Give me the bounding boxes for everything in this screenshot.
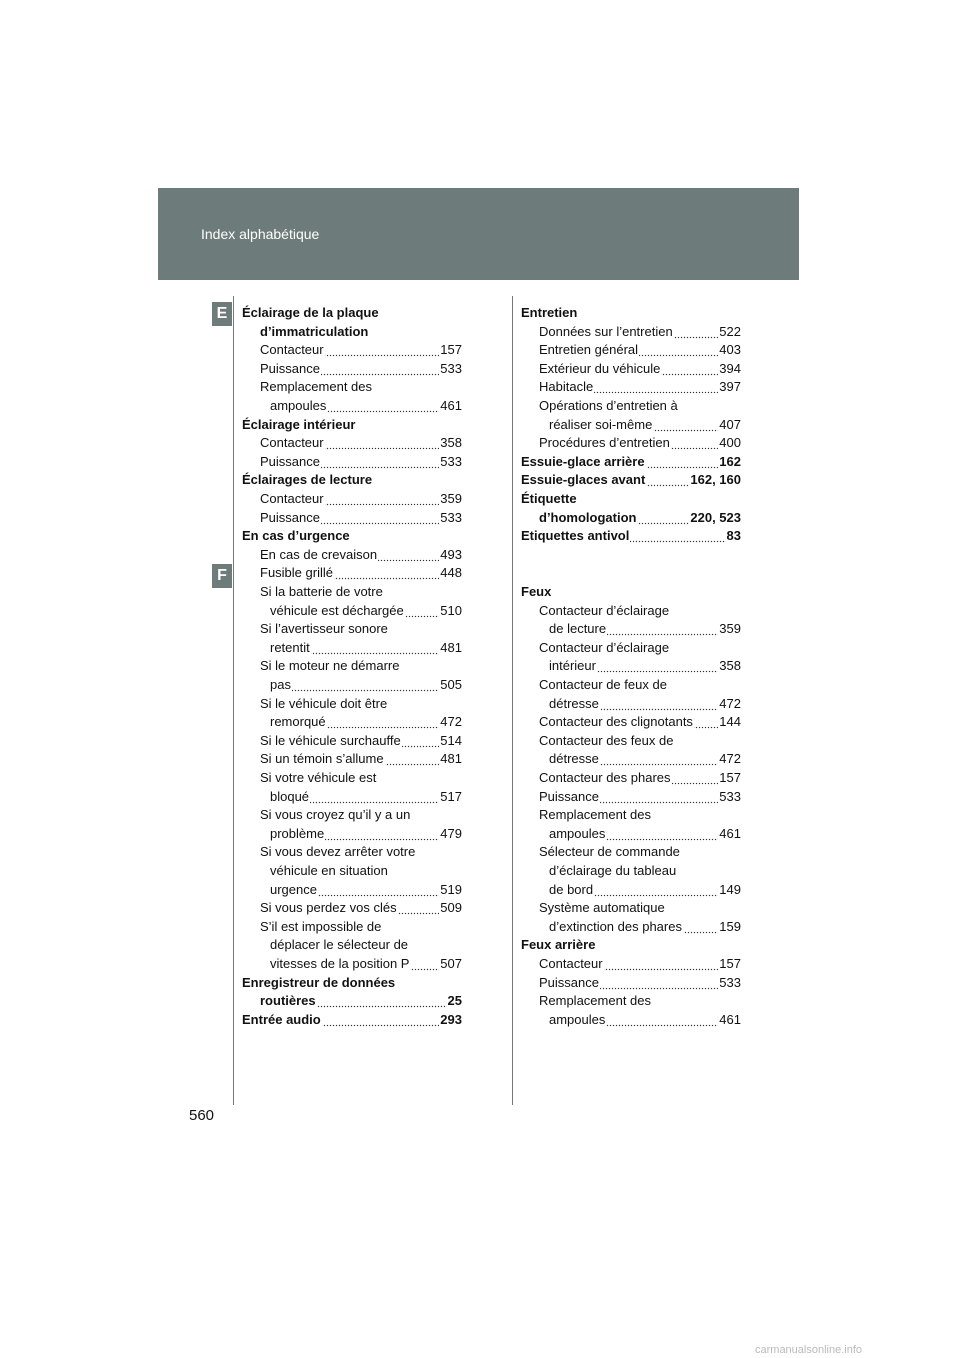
index-entry-text: Extérieur du véhicule — [539, 360, 661, 376]
index-entry — [270, 825, 462, 843]
index-entry — [539, 974, 741, 992]
index-entry-text: Si votre véhicule est — [260, 770, 377, 785]
index-entry-text: ampoules — [549, 825, 606, 841]
header-title: Index alphabétique — [201, 226, 320, 242]
index-entry-page: 472 — [440, 714, 462, 730]
index-entry-page: 403 — [719, 342, 741, 358]
index-entry-text: détresse — [549, 695, 599, 711]
index-entry-text: Si vous croyez qu’il y a un — [260, 807, 411, 823]
index-entry-page: 479 — [440, 825, 462, 841]
index-entry — [521, 583, 741, 601]
index-entry-text: d’immatriculation — [260, 323, 369, 339]
index-entry — [270, 639, 462, 657]
index-entry-page: 507 — [440, 956, 462, 971]
index-entry — [270, 936, 462, 954]
index-entry — [521, 304, 741, 322]
index-entry-text: Feux — [521, 584, 552, 599]
index-entry-page: 359 — [440, 491, 462, 506]
index-entry-text: Si vous perdez vos clés — [260, 900, 397, 916]
index-entry-text: Contacteur de feux de — [539, 677, 667, 692]
index-entry-page: 522 — [719, 323, 741, 339]
index-entry — [260, 769, 462, 787]
index-entry-text: vitesses de la position P — [270, 956, 410, 971]
index-entry-page: 400 — [719, 435, 741, 451]
index-entry-text: Essuie-glaces avant — [521, 472, 646, 488]
index-entry-page: 359 — [719, 621, 741, 637]
index-entry-page: 394 — [719, 360, 741, 376]
index-entry — [539, 992, 741, 1010]
index-entry-page: 407 — [719, 416, 741, 432]
index-entry — [242, 304, 462, 322]
index-entry — [549, 416, 741, 434]
index-entry-page: 481 — [440, 751, 462, 767]
index-entry-text — [521, 565, 522, 580]
index-entry-text: S’il est impossible de — [260, 918, 382, 934]
index-entry — [260, 378, 462, 396]
index-entry-text: Remplacement des — [260, 379, 372, 395]
index-entry-text: d’homologation — [539, 509, 637, 525]
index-entry — [260, 843, 462, 861]
index-entry — [539, 360, 741, 378]
index-entry — [539, 378, 741, 396]
index-entry — [260, 490, 462, 508]
index-entry — [260, 509, 462, 527]
index-entry-text: d’extinction des phares — [549, 918, 682, 934]
index-entry-text: ampoules — [270, 398, 327, 413]
index-entry-text: de bord — [549, 881, 594, 897]
index-entry — [539, 806, 741, 824]
index-entry — [260, 583, 462, 601]
index-entry-page: 533 — [440, 509, 462, 525]
index-entry — [539, 843, 741, 861]
index-entry — [260, 732, 462, 750]
index-entry — [521, 453, 741, 471]
index-entry-text: Opérations d’entretien à — [539, 398, 678, 413]
index-entry-text: Contacteur des clignotants — [539, 714, 693, 730]
index-entry-text: Si le moteur ne démarre — [260, 658, 400, 674]
index-entry — [521, 936, 741, 954]
index-entry-page: 157 — [440, 342, 462, 358]
index-entry — [549, 657, 741, 675]
index-entry-text: routières — [260, 993, 316, 1009]
index-entry-page: 83 — [726, 528, 741, 544]
index-entry — [539, 713, 741, 731]
index-entry-page: 293 — [440, 1011, 462, 1027]
index-entry-page: 472 — [719, 695, 741, 711]
index-entry — [260, 806, 462, 824]
index-entry — [260, 750, 462, 768]
index-entry-page: 472 — [719, 751, 741, 767]
index-entry-text: Si vous devez arrêter votre — [260, 844, 416, 860]
index-entry — [539, 676, 741, 694]
index-entry-text: Procédures d’entretien — [539, 435, 670, 451]
index-entry — [260, 434, 462, 452]
index-entry — [549, 825, 741, 843]
index-entry-text: Puissance — [260, 509, 320, 525]
page-header — [158, 188, 799, 280]
index-entry-text: véhicule en situation — [270, 863, 388, 878]
index-entry — [549, 750, 741, 768]
section-letter-f: F — [212, 564, 232, 588]
index-entry — [260, 341, 462, 359]
index-entry — [539, 639, 741, 657]
index-entry-page: 220, 523 — [690, 509, 741, 525]
index-entry-text: intérieur — [549, 658, 596, 674]
index-entry-text: d’éclairage du tableau — [549, 863, 677, 878]
index-entry-text: Éclairages de lecture — [242, 472, 373, 488]
index-entry — [270, 955, 462, 973]
index-entry-text: remorqué — [270, 714, 326, 730]
index-entry-text: Entretien général — [539, 342, 639, 358]
index-entry-page: 533 — [719, 788, 741, 804]
index-entry-text: Système automatique — [539, 900, 665, 916]
index-entry — [242, 471, 462, 489]
index-entry-text: ampoules — [549, 1011, 606, 1027]
index-entry-page: 533 — [440, 360, 462, 376]
index-entry — [260, 992, 462, 1010]
index-entry — [260, 323, 462, 341]
index-entry — [270, 788, 462, 806]
index-entry — [539, 341, 741, 359]
index-entry-text: Si le véhicule doit être — [260, 695, 388, 711]
index-entry-text: réaliser soi-même — [549, 416, 653, 432]
index-entry-text: Habitacle — [539, 379, 594, 395]
index-entry-text: déplacer le sélecteur de — [270, 937, 409, 953]
index-entry-text: Contacteur d’éclairage — [539, 639, 670, 655]
index-entry-page: 162, 160 — [690, 472, 741, 488]
index-entry-text: En cas d’urgence — [242, 528, 350, 544]
index-entry-text: Éclairage de la plaque — [242, 305, 379, 320]
index-entry-page: 159 — [719, 918, 741, 934]
index-entry-page: 481 — [440, 639, 462, 655]
index-entry-text: Puissance — [539, 974, 599, 990]
index-entry-text — [521, 547, 522, 562]
index-entry-text: Contacteur — [539, 956, 603, 971]
index-entry-page: 517 — [440, 788, 462, 804]
index-entry-text: Etiquettes antivol — [521, 528, 630, 544]
index-entry-text: Sélecteur de commande — [539, 844, 680, 860]
index-entry — [242, 1011, 462, 1029]
right-column-rule — [512, 296, 513, 1105]
index-entry-text: Contacteur — [260, 491, 324, 506]
index-entry-page: 461 — [719, 825, 741, 841]
index-entry — [539, 397, 741, 415]
index-entry-page: 448 — [440, 565, 462, 581]
index-entry — [260, 695, 462, 713]
section-letter-e: E — [212, 302, 232, 326]
index-entry — [260, 564, 462, 582]
index-entry-text: Si le véhicule surchauffe — [260, 732, 401, 748]
index-entry-text: Essuie-glace arrière — [521, 453, 645, 469]
index-entry — [539, 899, 741, 917]
index-entry — [270, 676, 462, 694]
index-entry — [260, 453, 462, 471]
index-entry-page: 493 — [440, 546, 462, 562]
index-entry-page: 461 — [719, 1011, 741, 1027]
index-entry — [521, 490, 741, 508]
index-entry-text: Si un témoin s’allume — [260, 751, 384, 767]
index-entry-page: 157 — [719, 770, 741, 785]
index-entry-text: Puissance — [260, 360, 320, 376]
index-entry-page: 162 — [719, 453, 741, 469]
index-entry-text: Entretien — [521, 305, 578, 320]
index-entry-text: Étiquette — [521, 491, 577, 506]
index-entry — [549, 695, 741, 713]
index-entry-text: En cas de crevaison — [260, 546, 378, 562]
index-entry — [539, 788, 741, 806]
index-entry-text: véhicule est déchargée — [270, 602, 404, 618]
index-entry-text: Remplacement des — [539, 993, 651, 1009]
index-entry — [539, 769, 741, 787]
index-entry — [270, 602, 462, 620]
index-entry — [260, 360, 462, 378]
index-entry-text: Fusible grillé — [260, 565, 333, 581]
index-entry — [521, 546, 741, 564]
index-entry-text: Entrée audio — [242, 1011, 321, 1027]
index-entry-page: 144 — [719, 714, 741, 730]
index-entry-text: Puissance — [539, 788, 599, 804]
index-entry — [521, 564, 741, 582]
index-entry-page: 461 — [440, 398, 462, 413]
index-entry-page: 510 — [440, 602, 462, 618]
index-entry-text: Contacteur — [260, 435, 324, 451]
index-entry-page: 149 — [719, 881, 741, 897]
index-entry-text: Remplacement des — [539, 807, 651, 823]
index-entry-text: bloqué — [270, 788, 310, 804]
index-entry-page: 509 — [440, 900, 462, 916]
index-entry-text: Contacteur d’éclairage — [539, 602, 670, 618]
index-entry-text: problème — [270, 825, 325, 841]
index-entry — [521, 527, 741, 545]
index-entry — [549, 881, 741, 899]
index-entry-text: Enregistreur de données — [242, 974, 396, 990]
watermark: carmanualsonline.info — [755, 1344, 863, 1356]
index-entry-page: 519 — [440, 881, 462, 897]
index-entry-text: détresse — [549, 751, 599, 767]
index-entry — [539, 434, 741, 452]
index-entry — [270, 397, 462, 415]
index-entry-text: Feux arrière — [521, 937, 596, 953]
index-entry — [539, 602, 741, 620]
left-column-rule — [233, 296, 234, 1105]
index-entry-page: 514 — [440, 732, 462, 748]
index-entry — [270, 862, 462, 880]
index-entry-page: 397 — [719, 379, 741, 395]
index-entry-page: 533 — [719, 974, 741, 990]
index-entry — [521, 471, 741, 489]
index-entry-text: Éclairage intérieur — [242, 416, 356, 432]
index-entry-text: Puissance — [260, 453, 320, 469]
index-entry — [242, 974, 462, 992]
index-entry-text: pas — [270, 677, 291, 692]
index-entry — [260, 546, 462, 564]
index-entry-page: 533 — [440, 453, 462, 469]
index-entry-text: Si la batterie de votre — [260, 584, 383, 599]
index-entry-text: de lecture — [549, 621, 607, 637]
index-entry — [260, 657, 462, 675]
index-entry-text: Si l’avertisseur sonore — [260, 621, 388, 637]
index-entry — [270, 713, 462, 731]
index-entry — [539, 323, 741, 341]
index-entry-page: 25 — [447, 993, 462, 1009]
index-entry — [242, 527, 462, 545]
index-entry — [260, 899, 462, 917]
index-entry-page: 358 — [719, 658, 741, 674]
index-entry-page: 358 — [440, 435, 462, 451]
index-entry-text: Contacteur — [260, 342, 324, 358]
page-number: 560 — [189, 1107, 215, 1124]
index-entry — [270, 881, 462, 899]
index-entry-page: 505 — [440, 677, 462, 692]
index-entry — [260, 620, 462, 638]
index-entry-text: retentit — [270, 639, 310, 655]
index-entry-text: urgence — [270, 881, 317, 897]
index-entry — [549, 862, 741, 880]
index-entry — [539, 732, 741, 750]
index-entry — [549, 1011, 741, 1029]
index-entry-page: 157 — [719, 956, 741, 971]
index-entry-text: Contacteur des feux de — [539, 732, 674, 748]
index-entry — [242, 416, 462, 434]
index-entry — [539, 509, 741, 527]
index-entry-text: Contacteur des phares — [539, 770, 671, 785]
index-entry-text: Données sur l’entretien — [539, 323, 673, 339]
index-entry — [539, 955, 741, 973]
index-entry — [549, 620, 741, 638]
index-entry — [549, 918, 741, 936]
index-entry — [260, 918, 462, 936]
